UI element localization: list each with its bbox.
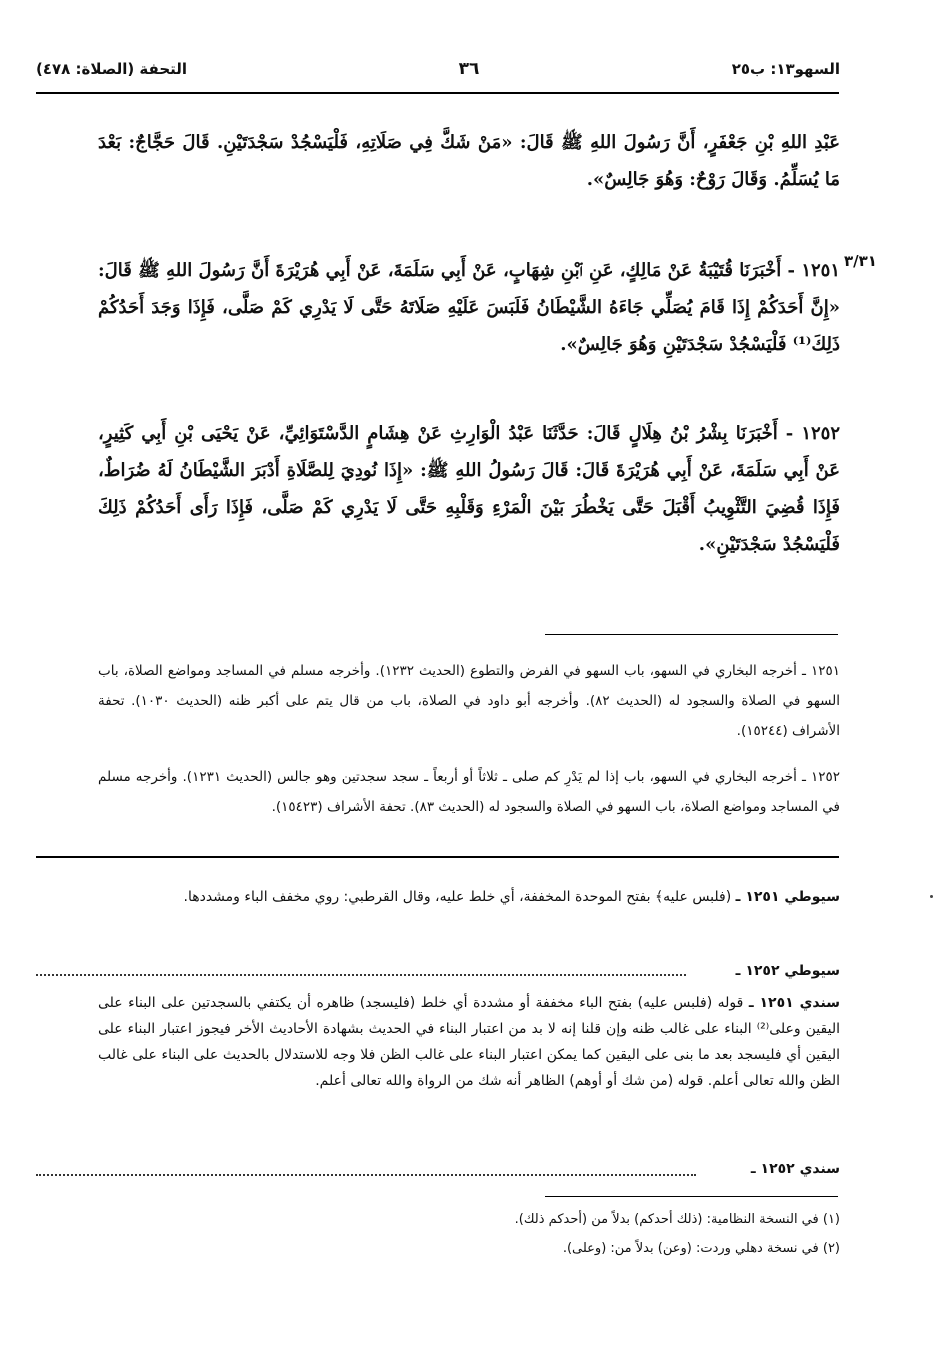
commentary-text: (فلبس عليه﴾ بفتح الموحدة المخففة، أي خلط عليه، وقال القرطبي: روي مخفف الباء ومشددها. bbox=[183, 889, 732, 905]
footnote-2: (٢) في نسخة دهلي وردت: (وعن) بدلاً من: (وعلى). bbox=[562, 1241, 840, 1256]
footnote-separator bbox=[545, 1196, 838, 1197]
header-rule bbox=[36, 92, 839, 94]
dotted-leader bbox=[36, 1174, 696, 1176]
running-header-tuhfa: التحفة (الصلاة: ٤٧٨) bbox=[36, 60, 188, 78]
commentary-label: سندي ١٢٥١ ـ bbox=[748, 995, 840, 1011]
suyuti-1251 bbox=[98, 884, 840, 910]
hadith-number: ١٢٥٢ bbox=[801, 423, 840, 444]
sindi-1251 bbox=[98, 990, 840, 1094]
commentary-text: قوله (فلبس عليه) بفتح الباء مخففة أو مشددة أي خلط (فليسجد) ظاهره أن يكتفي بالسجدتين على البناء على اليقين وعلى⁽²⁾ البناء على غالب ظنه وإن قلنا إنه لا بد من اعتبار البناء في الحديث بشهادة الأحاديث الأخر فيجوز اعتبار البناء على اليقين أي فليسجد بعد ما بنى على اليقين كما يمكن اعتبار البناء على غالب الظن فلا وجه للاستدلال بالحديث على البناء على غالب الظن والله تعالى أعلم. قوله (من شك أو أوهم) الظاهر أنه شك من الرواة والله تعالى أعلم. bbox=[98, 995, 840, 1089]
takhrij-1252: ١٢٥٢ ـ أخرجه البخاري في السهو، باب إذا لم يَدْرِ كم صلى ـ ثلاثاً أو أربعاً ـ سجد سجدتين وهو جالس (الحديث ١٢٣١). وأخرجه مسلم في المساجد ومواضع الصلاة، باب السهو في الصلاة والسجود له (الحديث ٨٣). تحفة الأشراف (١٥٤٢٣). bbox=[98, 769, 840, 815]
commentary-label: سيوطي ١٢٥١ ـ bbox=[735, 889, 840, 905]
margin-dot bbox=[930, 895, 933, 898]
hadith-number: ١٢٥١ bbox=[801, 260, 840, 281]
page-number: ٣٦ bbox=[458, 59, 480, 79]
hadith-1252 bbox=[98, 415, 840, 563]
commentary-separator bbox=[36, 856, 839, 858]
hadith-text: - أَخْبَرَنَا قُتَيْبَةُ عَنْ مَالِكٍ، عَنِ ٱبْنِ شِهَابٍ، عَنْ أَبِي سَلَمَةَ، عَنْ أَبِي هُرَيْرَةَ أَنَّ رَسُولَ اللهِ ﷺ قَالَ: «إِنَّ أَحَدَكُمْ إِذَا قَامَ يُصَلِّي جَاءَهُ الشَّيْطَانُ فَلَبَسَ عَلَيْهِ صَلَاتَهُ حَتَّى لَا يَدْرِي كَمْ صَلَّى، فَإِذَا وَجَدَ أَحَدُكُمْ ذَلِكَ⁽¹⁾ فَلْيَسْجُدْ سَجْدَتَيْنِ وَهُوَ جَالِسٌ». bbox=[98, 260, 840, 355]
dotted-leader bbox=[36, 974, 686, 976]
hadith-continuation: عَبْدِ اللهِ بْنِ جَعْفَرٍ، أَنَّ رَسُولَ اللهِ ﷺ قَالَ: «مَنْ شَكَّ فِي صَلَاتِهِ، فَلْيَسْجُدْ سَجْدَتَيْنِ. قَالَ حَجَّاجٌ: بَعْدَ مَا يُسَلِّمُ. وَقَالَ رَوْحٌ: وَهُوَ جَالِسٌ». bbox=[98, 132, 840, 190]
suyuti-1252: سيوطي ١٢٥٢ ـ bbox=[735, 963, 840, 979]
sindi-1252: سندي ١٢٥٢ ـ bbox=[750, 1161, 840, 1177]
takhrij-1251: ١٢٥١ ـ أخرجه البخاري في السهو، باب السهو في الفرض والتطوع (الحديث ١٢٣٢). وأخرجه مسلم في المساجد ومواضع الصلاة، باب السهو في الصلاة والسجود له (الحديث ٨٢). وأخرجه أبو داود في الصلاة، باب من قال يتم على أكبر ظنه (الحديث ١٠٣٠). تحفة الأشراف (١٥٢٤٤). bbox=[98, 663, 840, 739]
running-header-chapter: السهو١٣: ب٢٥ bbox=[731, 60, 840, 78]
hadith-text: - أَخْبَرَنَا بِشْرُ بْنُ هِلَالٍ قَالَ: حَدَّثَنَا عَبْدُ الْوَارِثِ عَنْ هِشَامٍ الدَّسْتَوَائِيِّ، عَنْ يَحْيَى بْنِ أَبِي كَثِيرٍ، عَنْ أَبِي سَلَمَةَ، عَنْ أَبِي هُرَيْرَةَ قَالَ: قَالَ رَسُولُ اللهِ ﷺ: «إِذَا نُودِيَ لِلصَّلَاةِ أَدْبَرَ الشَّيْطَانُ لَهُ ضُرَاطٌ، فَإِذَا قُضِيَ التَّثْوِيبُ أَقْبَلَ حَتَّى يَخْطُرَ بَيْنَ الْمَرْءِ وَقَلْبِهِ حَتَّى لَا يَدْرِي كَمْ صَلَّى، فَإِذَا رَأَى أَحَدُكُمْ ذَلِكَ فَلْيَسْجُدْ سَجْدَتَيْنِ». bbox=[98, 423, 840, 555]
margin-reference: ٣/٣١ bbox=[844, 252, 877, 270]
hadith-1251 bbox=[98, 252, 840, 363]
takhrij-separator bbox=[545, 634, 838, 635]
footnote-1: (١) في النسخة النظامية: (ذلك أحدكم) بدلاً من (أحدكم ذلك). bbox=[514, 1212, 840, 1227]
